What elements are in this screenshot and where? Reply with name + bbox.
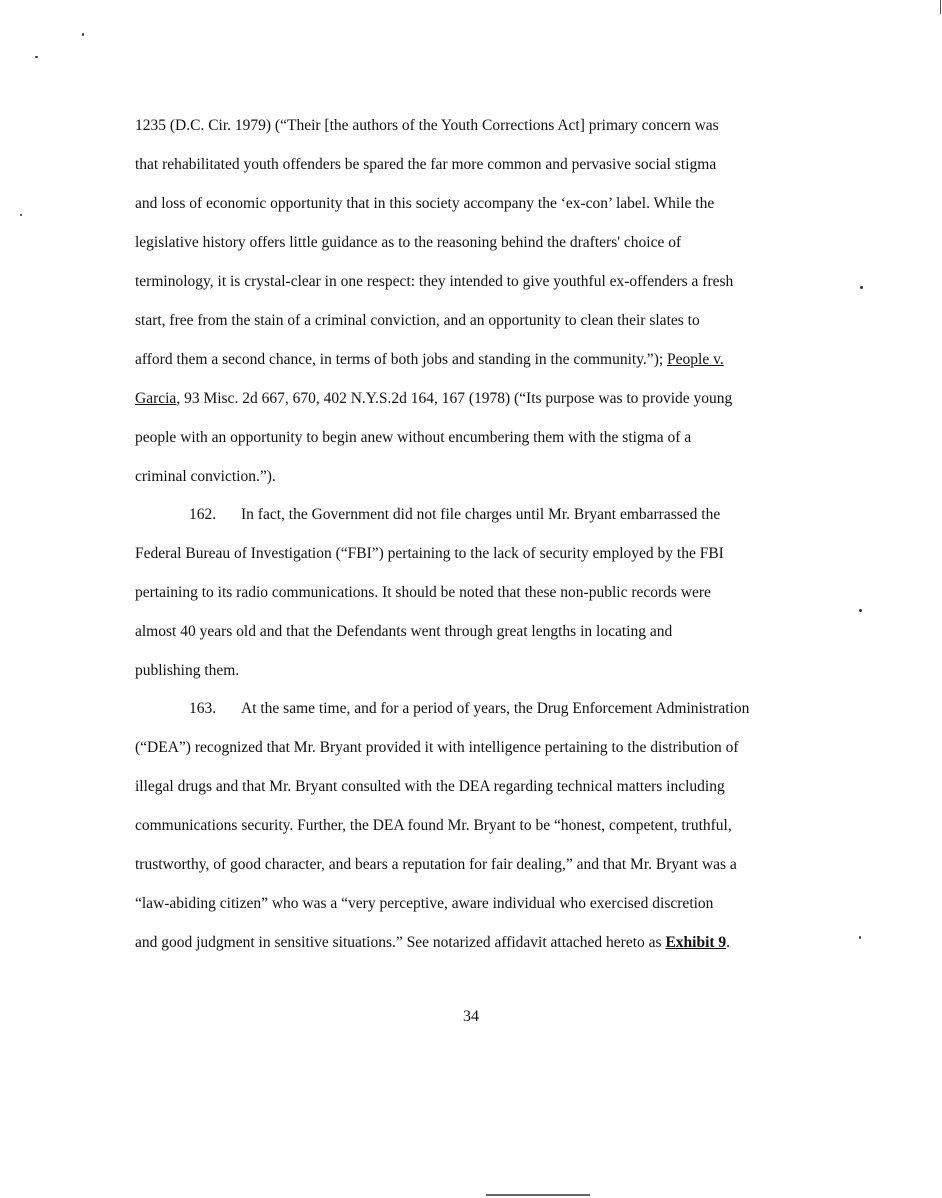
paragraph-number: 163.: [189, 700, 217, 717]
text-line: 1235 (D.C. Cir. 1979) (“Their [the authors of the Youth Corrections Act] primary concern was: [135, 117, 719, 134]
scan-speck: [82, 33, 84, 36]
case-citation-people-v: People v.: [667, 351, 724, 368]
text-line: start, free from the stain of a criminal conviction, and an opportunity to clean their slates to: [135, 312, 700, 329]
text-line: “law-abiding citizen” who was a “very perceptive, aware individual who exercised discretion: [135, 895, 714, 912]
scan-speck: [859, 936, 861, 939]
text-run: In fact, the Government did not file charges until Mr. Bryant embarrassed the: [241, 506, 721, 523]
page-number: 34: [463, 1008, 479, 1025]
paragraph-number: 162.: [189, 506, 217, 523]
paragraph-163-first-line: [189, 699, 869, 719]
text-line: [135, 350, 815, 370]
text-line: [135, 389, 815, 409]
text-line: people with an opportunity to begin anew without encumbering them with the stigma of a: [135, 429, 692, 446]
text-line: pertaining to its radio communications. It should be noted that these non-public records were: [135, 584, 711, 601]
text-line: publishing them.: [135, 662, 240, 679]
exhibit-9-reference: Exhibit 9: [665, 934, 727, 951]
text-line: (“DEA”) recognized that Mr. Bryant provided it with intelligence pertaining to the distribution of: [135, 739, 739, 756]
text-run: afford them a second chance, in terms of both jobs and standing in the community.”);: [135, 351, 668, 368]
text-run: .: [726, 934, 731, 951]
scan-speck: [859, 609, 862, 612]
scan-edge-mark: [486, 1194, 590, 1196]
text-line: trustworthy, of good character, and bears a reputation for fair dealing,” and that Mr. Bryant was a: [135, 856, 737, 873]
text-line: [135, 933, 815, 953]
text-line: terminology, it is crystal-clear in one respect: they intended to give youthful ex-offenders a fresh: [135, 273, 734, 290]
text-line: communications security. Further, the DEA found Mr. Bryant to be “honest, competent, truthful,: [135, 817, 732, 834]
case-citation-garcia: Garcia: [135, 390, 177, 407]
text-line: legislative history offers little guidance as to the reasoning behind the drafters' choice of: [135, 234, 682, 251]
text-run: At the same time, and for a period of years, the Drug Enforcement Administration: [241, 700, 750, 717]
paragraph-162-first-line: [189, 505, 869, 525]
scan-edge-mark: [940, 0, 941, 14]
scan-speck: [20, 214, 22, 216]
text-line: almost 40 years old and that the Defendants went through great lengths in locating and: [135, 623, 673, 640]
text-line: illegal drugs and that Mr. Bryant consulted with the DEA regarding technical matters including: [135, 778, 725, 795]
text-run: and good judgment in sensitive situations.” See notarized affidavit attached hereto as: [135, 934, 666, 951]
scan-speck: [35, 56, 38, 58]
text-line: Federal Bureau of Investigation (“FBI”) pertaining to the lack of security employed by the FBI: [135, 545, 724, 562]
scan-speck: [860, 286, 863, 289]
text-line: criminal conviction.”).: [135, 468, 276, 485]
text-run: , 93 Misc. 2d 667, 670, 402 N.Y.S.2d 164, 167 (1978) (“Its purpose was to provide young: [176, 390, 733, 407]
text-line: and loss of economic opportunity that in this society accompany the ‘ex-con’ label. While the: [135, 195, 715, 212]
text-line: that rehabilitated youth offenders be spared the far more common and pervasive social stigma: [135, 156, 717, 173]
